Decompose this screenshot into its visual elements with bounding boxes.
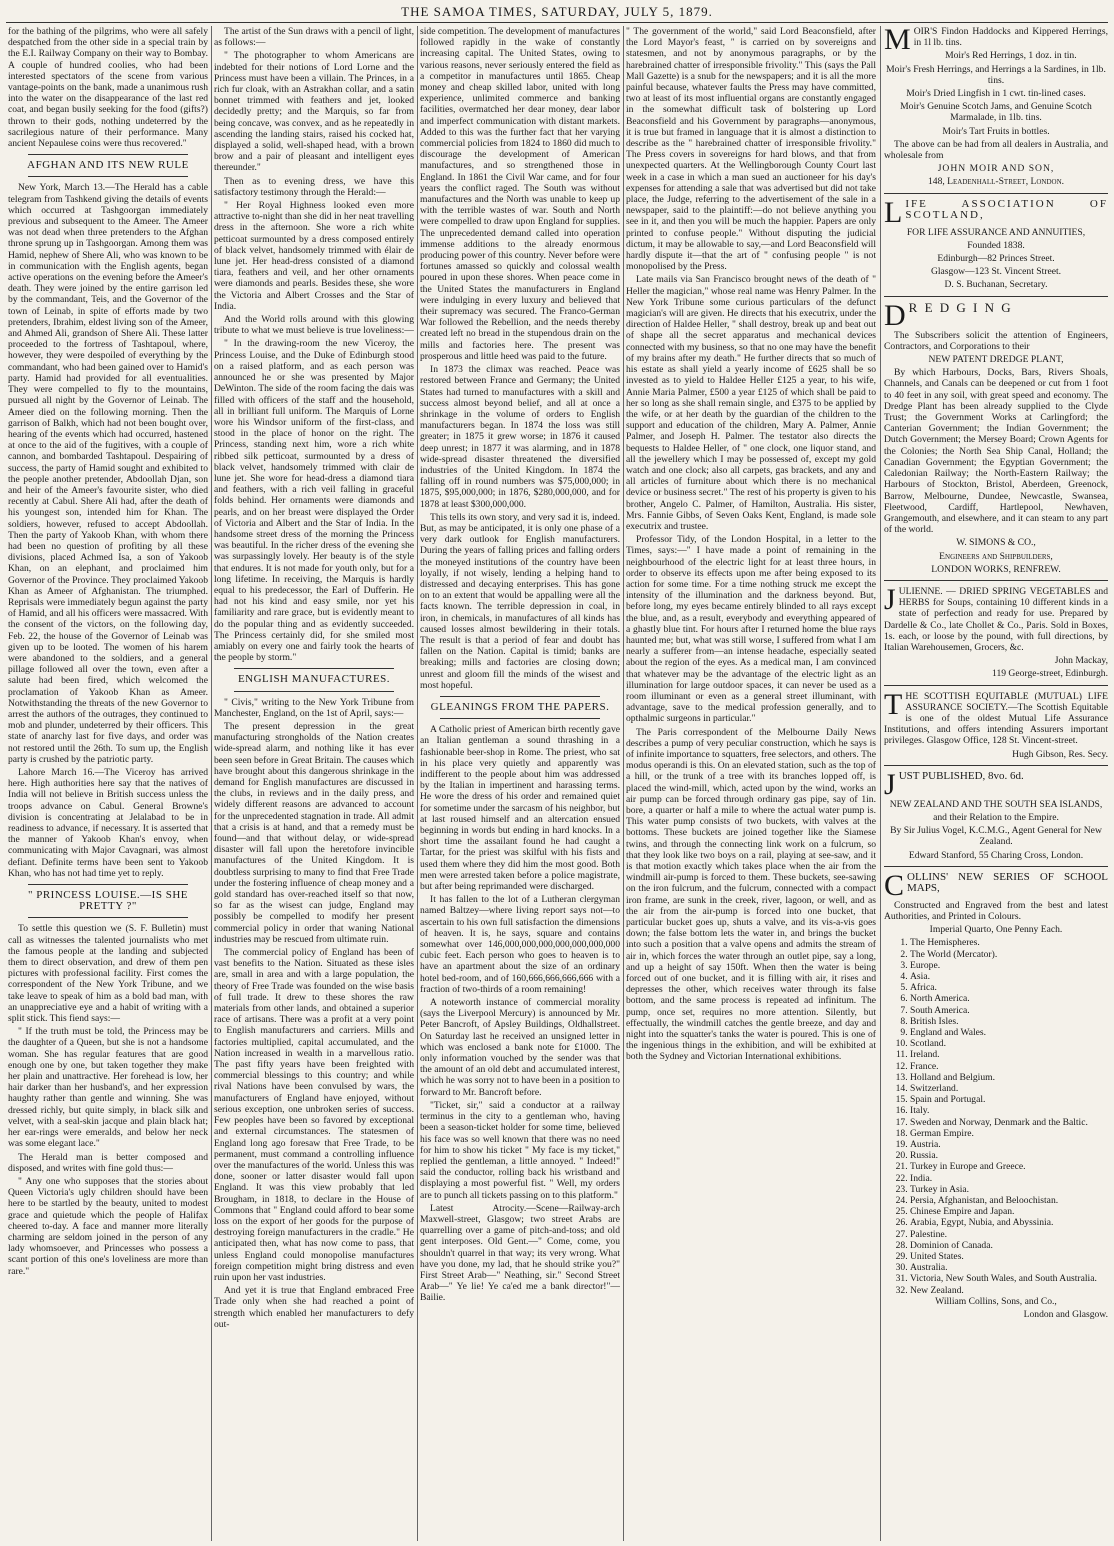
column-divider [211,26,212,1541]
divider [884,580,1108,581]
divider [234,668,394,669]
article-text: A Catholic priest of American birth recently gave an Italian gentleman a sound thrashing in a fashionable beer-shop in Rome. The priest, who sat in his place very quietly and apparently was indifferent to the people about him was addressed by the Italian in impertinent and harassing terms. He wore the dress of his order and remained quiet for sometime under the sarcasm of his neighbor, but at last roused himself and an altercation ensued beginning in words but ending in hard knocks. In a short time the assailant found he had caught a Tartar, for the priest was skilful with his fists and used them where they did him the most good. Both men were arrested taken before a police magistrate, but after being reprimanded were discharged. [420,724,620,893]
advert-moir: MOIR'S Findon Haddocks and Kippered Herrings, in 1l lb. tins. Moir's Red Herrings, 1 doz. in tin. Moir's Fresh Herrings, and Herrings a la Sardines, in 1lb. tins. Moir's Dried Lingfish in 1 cwt. tin-lined cases. Moir's Genuine Scotch Jams, and Genuine Scotch Marmalade, in 1lb. tins. Moir's Tart Fruits in bottles. The above can be had from all dealers in Australia, and wholesale from JOHN MOIR AND SON, 148, Leadenhall-Street, London. [884,26,1108,188]
map-list-item: 5. Africa. [910,982,1108,993]
article-text: "Ticket, sir," said a conductor at a railway terminus in the city to a gentleman who, having been a season-ticket holder for some time, believed his face was so well known that there was no need for him to show his ticket " My face is my ticket," replied the gentleman, a little annoyed. " Indeed!" said the conductor, rolling back his wristband and displaying a most powerful fist. " Well, my orders are to punch all tickets passing on to this platform." [420,1099,620,1201]
column-4 [626,26,876,1541]
advert-scottish-equitable: THE SCOTTISH EQUITABLE (MUTUAL) LIFE ASSURANCE SOCIETY.—The Scottish Equitable is one of the oldest Mutual Life Assurance Institutions, and offers intending Assurers important privileges. Glasgow Office, 128 St. Vincent-street. Hugh Gibson, Res. Secy. [884,687,1108,760]
article-text: Then as to evening dress, we have this satisfactory testimony through the Herald:— [214,175,414,198]
map-list-item: 22. India. [910,1173,1108,1184]
divider [884,296,1108,297]
article-text: " In the drawing-room the new Viceroy, the Princess Louise, and the Duke of Edinburgh stood on a raised platform, and as each person was announced he or she was presented by Major DeWinton. The side of the room facing the dais was filled with officers of the staff and the household, all in brilliant full uniform. The Marquis of Lorne wore his Windsor uniform of the first-class, and stood in the place of honor on the right. The Princess, standing next him, wore a rich white ribbed silk petticoat, surmounted by a dress of black velvet, handsomely trimmed with clair de lune jet. She wore for head-dress a diamond tiara and feathers, with a rich veil falling in graceful folds behind. Her ornaments were diamonds and pearls, and on her breast were displayed the Order of Victoria and Albert and the Star of India. In the handsome street dress of the morning the Princess was beautiful. In the richer dress of the evening she was surpassingly lovely. Her beauty is of the style that endures. It is not made for youth only, but for a long lifetime. In receiving, the Marquis is hardly equal to his predecessor, the Earl of Dufferin. He had not his kind and easy smile, nor yet his familiarity and rare grace, but is evidently meant to do the popular thing and as evidently succeeded. The Princess certainly did, for she smiled most amiably on every one and fairly took the hearts of the people by storm." [214,338,414,664]
article-text: for the bathing of the pilgrims, who were all safely despatched from the other side in a special train by the E.I. Railway Company on their way to Bombay. A couple of hundred coolies, who had been interested spectators of the scene from various vantage-points on the bank, made a unanimous rush into the water on the disappearance of the last red coat, and began busily seeking for the food (gifts?) thrown to their gods, nothing undeterred by the sacrilegious nature of their performance. Many ancient Nepaulese coins were thus recovered." [8,26,208,150]
article-text: " Her Royal Highness looked even more attractive to-night than she did in her neat travelling dress in the afternoon. She wore a rich white petticoat surmounted by a dress composed entirely of black velvet, handsomely trimmed with élair de lune jet. Her head-dress consisted of a diamond tiara, feathers and veil, and her other ornaments were diamonds and pearls. Besides these, she wore the Victoria and Albert Crosses and the Star of India. [214,200,414,312]
article-text: In 1873 the climax was reached. Peace was restored between France and Germany; the United States had turned to manufactures with a skill and success almost beyond belief, and all at once a shrinkage in the volume of orders to English manufacturers began. In 1874 the loss was still greater; in 1875 it grew worse; in 1876 it caused deep unrest; in 1877 it was alarming, and in 1878 wide-spread disaster threatened the diversified industries of the United Kingdom. In 1874 the falling off in round numbers was $75,000,000; in 1875, $95,000,000; in 1876, $280,000,000, and for 1878 at least $300,000,000. [420,364,620,510]
map-list-item: 26. Arabia, Egypt, Nubia, and Abyssinia. [910,1217,1108,1228]
divider [884,866,1108,867]
article-text: New York, March 13.—The Herald has a cable telegram from Tashkend giving the details of events which occurred at Tashgoorgan immediately previous and subsequent to the Ameer. The Ameer was not dead when three pretenders to the Afghan throne sprung up in Tashgoorgan. Among them was Hamid, nephew of Shere Ali, who was known to be in communication with the English agents, began active operations on the evening before the Ameer's death. They were joined by the entire garrison led by the commandant, Teis, and the Governor of the town of Leinab, in spite of efforts made by two pretenders, Ibrahim, eldest living son of the Ameer, and Ahmed Ali, grandson of Shere Ali. These latter proceeded to the fortress of Tashtapoul, where, however, they were despoiled of everything by the commandant, who had been gained over to Hamid's party. Hamid had provided for all eventualities. They were compelled to fly to the mountains, pursued all night by the Governor of Leinab. The Ameer died on the following morning. Then the garrison of Balkh, which had not been bought over, hearing of the events which had occurred, hastened at once to the aid of the fugitives, with a couple of cannon, and bombarded Tashtapoul. Despairing of success, the party of Hamid sought and exhibited to the people another pretender, Abdoollah Djan, son and heir of the Ameer's favourite sister, who died recently at Cabul. Shere Ali had, after the death of his youngest son, intended him for Khan. The soldiers, however, refused to accept Abdoollah. Then the party of Yakoob Khan, with whom there had been no question of profiting by all these divisions, placed Achmed Isa, a son of Yakoob Khan, on an elephant, and proclaimed him Governor of the Province. They proclaimed Yakoob Khan as Ameer of Afghanistan. The triumphed. Reprisals were immediately begun against the party of Hamid, and all his officers were massacred. With the consent of the victors, on the following day, Feb. 22, the house of the Governor of Leinab was given up to be looted. The women of his harem were abandoned to the soldiers, and a general pillage followed all over the town, even after a salute had been fired, which welcomed the proclamation of Yakoob Khan as Ameer. Notwithstanding the threats of the new Governor to arrest the authors of the outrages, they continued to mob and plunder, undeterred by their officers. This state of anarchy last for five days, and order was not restored until the 26th. To sum up, the English party is crushed by the patriotic party. [8,182,208,765]
article-text: The present depression in the great manufacturing strongholds of the Nation creates wide-spread alarm, and nothing like it has ever been seen before in Great Britain. The causes which have brought about this dangerous shrinkage in the demand for English manufactures are discussed in the clubs, in reviews and in the daily press, and widely different reasons are advanced to account for the unprecedented stagnation in trade. All admit that a crisis is at hand, and that a remedy must be found—and that without delay, or wide-spread disaster will fall upon the heretofore invincible manufactures of the United Kingdom. It is doubtless surprising to many to find that Free Trade under the fostering influence of cheap money and a gold standard has over-reached itself so that now, so far as the wisest can judge, England may possibly be compelled to modify her present commercial policy in order that waning National industries may be rescued from ultimate ruin. [214,720,414,945]
column-1 [8,26,208,1541]
map-list-item: 10. Scotland. [910,1038,1108,1049]
map-list-item: 31. Victoria, New South Wales, and South Australia. [910,1273,1108,1284]
advert-collins-maps: COLLINS' NEW SERIES OF SCHOOL MAPS, Constructed and Engraved from the best and latest Authorities, and Printed in Colours. Imperial Quarto, One Penny Each. 1. The Hemispheres. 2. The World (Mercator). 3. Europe. 4. Asia. 5. Africa. 6. North America. 7. South America. 8. British Isles. 9. England and Wales. 10. Scotland. 11. Ireland. 12. France. 13. Holland and Belgium. 14. Switzerland. 15. Spain and Portugal. 16. Italy. 17. Sweden and Norway, Denmark and the Baltic. 18. German Empire. 19. Austria. 20. Russia. 21. Turkey in Europe and Greece. 22. India. 23. Turkey in Asia. 24. Persia, Afghanistan, and Beloochistan. 25. Chinese Empire and Japan. 26. Arabia, Egypt, Nubia, and Abyssinia. 27. Palestine. 28. Dominion of Canada. 29. United States. 30. Australia. 31. Victoria, New South Wales, and South Australia. 32. New Zealand. William Collins, Sons, and Co., London and Glasgow. [884,872,1108,1321]
map-list-item: 32. New Zealand. [910,1285,1108,1296]
masthead: THE SAMOA TIMES, SATURDAY, JULY 5, 1879. [401,4,713,19]
divider [884,193,1108,194]
article-title: ENGLISH MANUFACTURES. [237,673,391,686]
top-rule [6,22,1108,23]
article-text: And the World rolls around with this glowing tribute to what we must believe is true loveliness:— [214,314,414,337]
map-list-item: 3. Europe. [910,960,1108,971]
column-divider [623,26,624,1541]
map-list-item: 1. The Hemispheres. [910,937,1108,948]
map-list-item: 11. Ireland. [910,1049,1108,1060]
article-text: " The photographer to whom Americans are indebted for their notions of Lord Lorne and the Princess must have been a villain. The Princes, in a rich fur cloak, with an Astrakhan collar, and a satin bonnet trimmed with feathers and jet, looked decidedly pretty; and the Marquis, so far from being concave, was convex, and as he repeatedly in ascending the landing stairs, raised his cocked hat, displayed a solid, well-shaped head, with a brown brow and a pair of pleasant and intelligent eyes thereunder." [214,50,414,174]
map-list-item: 15. Spain and Portugal. [910,1094,1108,1105]
article-text: The Herald man is better composed and disposed, and writes with fine gold thus:— [8,1151,208,1174]
map-list-item: 24. Persia, Afghanistan, and Beloochistan. [910,1195,1108,1206]
article-text: side competition. The development of manufactures followed rapidly in the wake of constantly increasing capital. The United States, owing to various reasons, never seriously entered the field as a competitor in manufactures until 1865. Cheap money and cheap skilled labor, united with long experience, unlimited commerce and banking facilities, overmatched her dear money, dear labor and imperfect communication with distant markets. Added to this was the further fact that her varying commercial policies from 1824 to 1860 did much to discourage the development of American manufactures, and so strengthened those in England. In 1861 the Civil War came, and for four years the conflict raged. The South was without manufactures and the North was unable to keep up with the terrible wastes of war. South and North were compelled to draw upon England for supplies. The unprecedented demand called into operation immense additions to the already enormous producing power of this country. Never before were fortunes amassed so quickly and colossal wealth poured in upon these shores. When peace come in the United States the manufacturers in England were indulging in every luxury and believed that their supremacy was secured. The Franco-German War followed the Rebellion, and the needs thereby created left no bread in the stupendous drain on the mills and factories here. The present was prosperous and little heed was paid to the future. [420,26,620,362]
map-list-item: 7. South America. [910,1005,1108,1016]
divider [884,685,1108,686]
map-list [884,937,1108,1296]
map-list-item: 21. Turkey in Europe and Greece. [910,1161,1108,1172]
map-list-item: 23. Turkey in Asia. [910,1184,1108,1195]
advert-life-association: LIFE ASSOCIATION OF SCOTLAND, FOR LIFE ASSURANCE AND ANNUITIES, Founded 1838. Edinburgh—82 Princes Street. Glasgow—123 St. Vincent Street. D. S. Buchanan, Secretary. [884,195,1108,291]
column-2 [214,26,414,1541]
map-list-item: 16. Italy. [910,1105,1108,1116]
map-list-item: 6. North America. [910,993,1108,1004]
map-list-item: 4. Asia. [910,971,1108,982]
article-title: AFGHAN AND ITS NEW RULE [27,159,189,172]
article-text: Professor Tidy, of the London Hospital, in a letter to the Times, says:—" I have made a point of remaining in the neighbourhood of the electric light for at least three hours, in order to observe its effects upon me after being exposed to its action for some time. For a time nothing struck me except the intensity of the illumination and the darkness beyond. But, before long, my eyes became entirely blinded to all rays except the blue, and, as a result, everybody and everything appeared of a ghastly blue tint. For hours after I returned home the blue rays haunted me; but, what was still worse, I suffered from what I am nearly a sufferer from—an intense headache, especially seated about the region of the eyes. As a medical man, I am convinced that whatever may be the advantage of the electric light as an illumination for large outdoor spaces, it can never be used as a room illuminant or even as a general street illuminant, with advantage, save to the medical profession generally, and to opthalmic surgeons in particular." [626,534,876,725]
article-text: The Paris correspondent of the Melbourne Daily News describes a pump of very peculiar construction, which he says is of infinite importance to squatters, free selectors, and others. The modus operandi is this. On an elevated station, such as the top of a hill, or the trunk of a tree with its branches lopped off, is placed the wind-mill, which, acted upon by the wind, works an air pump can be forced through ordinary gas pipe, say of 1in. bore, a quarter or half a mile to where the actual water pump is. This water pump consists of two buckets, with valves at the bottoms. These buckets are joined together like the Siamese twins, and through the connecting link work on a fulcrum, so that they look like two boys on a rail, playing at see-saw, and it is that motion exactly which takes place when the air from the windmill air-pump is forced to them. These buckets, see-sawing on the iron fulcrum, and the fulcrum, connected with a compact iron frame, are sunk in the creek, river, lagoon, or well, and as the air from the air-pump is forced into one bucket, that particular bucket goes up, shuts a valve, and its vis-a-vis goes down; the false bottom lets the water in, and brings the bucket into such a position that a valve opens and admits the stream of air in, which forces the water through an outlet pipe, say a long, and up a height of say 150ft. When then the water is being forced out of one bucket, and it is filling with air, it rises and depresses the other, which receives water through its false bottom, and the same process is repeated ad infinitum. The pump, once set, requires no more attention. Silently, but effectually, the windmill catches the gentle breeze, and day and night into the squatter's tanks the water is poured. This is one of the ingenious things in the exhibition, and will be exhibited at both the Sydney and Victorian International exhibitions. [626,726,876,1063]
map-list-item: 14. Switzerland. [910,1083,1108,1094]
map-list-item: 29. United States. [910,1251,1108,1262]
article-text: Late mails via San Francisco brought news of the death of " Heller the magician," whose real name was Henry Palmer. In the New York Tribune some curious particulars of the defunct magician's will are given. He directs that his executrix, under the direction of Haldee Heller, " shall destroy, break up and beat out of shape all the secret apparatus and mechanical devices connected with my business, so that no one may have the benefit of my brains after my death." He further directs that so much of his estate as shall yield a yearly income of £625 shall be so invested as to yield to Haldee Heller £125 a year, to his wife, Annie Maria Palmer, £500 a year £125 of which shall be paid to her so long as she shall remain single, and £375 to be applied by the wife, or at her death by the guardian of the children to the support and education of the children, Mary A. Palmer, Annie Palmer, and Joseph H. Palmer. The testator also directs the bequests to Haldee Heller, of " one clock, one liquor stand, and all the jewellery which I may be possessed of, except my gold watch and one clock; also all carpets, gas brackets, and any and all articles of furniture about which there is no mechanical device or business secret." The rest of his property is given to his brother, Angelo C. Palmer, of Hamilton, Australia. His sister, Mrs. Fannie Gibbs, of Seven Oaks Kent, England, is made sole executrix and trustee. [626,274,876,532]
article-text: It has fallen to the lot of a Lutheran clergyman named Baltzey—where living report says not—to ascertain to his own full satisfaction the dimensions of heaven. It is, he says, square and contains somewhat over 146,000,000,000,000,000,000,000 cubic feet. Each person who goes to heaven is to have an apartment about the size of an ordinary hotel bed-room, and of 160,666,666,666,666 with a fraction of two-thirds of a room remaining! [420,894,620,995]
map-list-item: 18. German Empire. [910,1128,1108,1139]
divider [28,884,188,885]
map-list-item: 9. England and Wales. [910,1027,1108,1038]
advert-just-published: JUST PUBLISHED, 8vo. 6d. NEW ZEALAND AND THE SOUTH SEA ISLANDS, and their Relation to the Empire. By Sir Julius Vogel, K.C.M.G., Agent General for New Zealand. Edward Stanford, 55 Charing Cross, London. [884,767,1103,861]
article-text: And yet it is true that England embraced Free Trade only when she had reached a point of strength which enabled her manufacturers to defy out- [214,1285,414,1330]
article-title: GLEANINGS FROM THE PAPERS. [430,700,610,713]
article-text: " The government of the world," said Lord Beaconsfield, after the Lord Mayor's feast, " is carried on by sovereigns and statesmen, and not by anonymous paragraphs, or by the harebrained chatter of irresponsible frivolity." This (says the Pall Mall Gazette) is a snub for the newspapers; and it is all the more painful because, whatever faults the Press may have committed, two at least of its most influential organs are constantly engaged in the somewhat difficult task of bolstering up Lord Beaconsfield and his Government by paragraphs—anonymous, it is true but framed in language that it is almost a distinction to describe as the " harebrained chatter of irresponsible frivolity." The Press covers in sovereigns for hard blows, and that from unexpected quarters. At the Wellingborough County Court last week in a case in which a man sued an auctioneer for his day's expenses for attending a sale that was advertised but did not take place, the Judge, referring to the advertisement of the sale in a newspaper, said to the plaintiff:—do not believe anything you see in it, and then you will be much the happier. Papers are only printed to confuse people." Without disputing the judicial dictum, it may be allowable to say,—and Lord Beaconsfield will hardly dispute it—that the art of " confusing people " is not monopolised by the Press. [626,26,876,273]
article-text: Latest Atrocity.—Scene—Railway-arch Maxwell-street, Glasgow; two street Arabs are quarrelling over a game of pitch-and-toss; and old gent interposes. Old Gent.—" Come, come, you shouldn't quarrel in that way; its very wrong. What have you done, my lad, that he should strike you?" First Street Arab—" Neathing, sir." Second Street Arab—" Ye lie! Ye ca'ed me a bank director!"—Bailie. [420,1202,620,1304]
map-list-item: 28. Dominion of Canada. [910,1240,1108,1251]
article-text: Lahore March 16.—The Viceroy has arrived here. High authorities here say that the natives of India will not believe in British success unless the troops advance on Cabul. General Browne's division is concentrating at Jelalabad to be in readiness to advance, if necessary. It is asserted that the manner of Yakoob Khan's envoy, when communicating with Major Cavagnari, was almost defiant. Definite terms have been sent to Yakoob Khan, who has not had time yet to reply. [8,767,208,879]
map-list-item: 8. British Isles. [910,1016,1108,1027]
divider [234,691,394,692]
divider [28,176,188,177]
article-text: The artist of the Sun draws with a pencil of light, as follows:— [214,26,414,49]
divider [28,917,188,918]
column-divider [880,26,881,1541]
article-text: " If the truth must be told, the Princess may be the daughter of a Queen, but she is not a handsome woman. She has regular features that are good enough one by one, but taken together they make her plain and unattractive. Her forehead is low, her hair darker than her husband's, and her expression haughty rather than gentle and winning. She was dressed richly, but quite simply, in black silk and velvet, with a seal-skin jacque and plain black hat; her ear-rings were emeralds, and below her neck was some elegant lace." [8,1026,208,1150]
map-list-item: 25. Chinese Empire and Japan. [910,1206,1108,1217]
map-list-item: 12. France. [910,1061,1108,1072]
map-list-item: 19. Austria. [910,1139,1108,1150]
map-list-item: 30. Australia. [910,1262,1108,1273]
divider [884,765,1108,766]
article-text: A noteworth instance of commercial morality (says the Liverpool Mercury) is announced by Mr. Peter Bancroft, of Apsley Buildings, Oldhallstreet. On Saturday last he received an unsigned letter in which was enclosed a bank note for £1000. The only information vouched by the sender was that the amount of an old debt and accumulated interest, which he was sorry not to have been in a position to forward to Mr. Bancroft before. [420,997,620,1098]
divider [440,696,600,697]
divider [28,154,188,155]
article-text: The commercial policy of England has been of vast benefits to the Nation. Situated as these isles are, small in area and with a large population, the theory of Free Trade was founded on the wise basis of full trade. It drew to these shores the raw materials from other lands, and obtained a superior race of artisans. There was a profit at a very point to English manufacturers and carriers. Mills and factories multiplied, capital accumulated, and the Nation increased in wealth in a marvellous ratio. The past fifty years have been freighted with commercial blessings to this country; and while rival Nations have been convulsed by wars, the manufacturers of England have enjoyed, without serious exception, one unbroken series of success. Few peoples have been so favored by exceptional and external circumstances. The statesmen of England long ago foresaw that Free Trade, to be permanent, must command a controlling influence over the manufactures of the world. Unless this was done, sooner or latter disaster would fall upon England. It was this view probably that led Brougham, in 1818, to declare in the House of Commons that " England could afford to bear some loss on the export of her goods for the purpose of destroying foreign manufacturers in the cradle." He anticipated then, what has now come to pass, that unless England could monopolise manufactures foreign competition might bring distress and even ruin upon her vast industries. [214,947,414,1283]
map-list-item: 17. Sweden and Norway, Denmark and the Baltic. [910,1117,1108,1128]
article-text: " Civis," writing to the New York Tribune from Manchester, England, on the 1st of April, says:— [214,696,414,719]
advert-julienne: JULIENNE. — DRIED SPRING VEGETABLES and HERBS for Soups, containing 10 different kinds in a state of perfection and ready for use. Prepared by Dardelle & Co., late Chollet & Co., Paris. Sold in Boxes, 1s. each, or loose by the pound, with full directions, by Italian Warehousemen, Grocers, &c. John Mackay, 119 George-street, Edinburgh. [884,582,1108,680]
article-text: " Any one who supposes that the stories about Queen Victoria's ugly children should have been here to be startled by the beauty, united to modest grace and quietude which the people of Halifax cheered to-day. A face and manner more literally charming are seldom joined in the person of any lady whomsoever, and Princesses who possess a scant portion of this one's loveliness are more than rare." [8,1175,208,1277]
column-3 [420,26,620,1541]
article-text: This tells its own story, and very sad it is, indeed. But, as may be anticipated, it is only one phase of a very dark outlook for English manufacturers. During the years of falling prices and falling orders the moneyed institutions of the country have been loyally, if not wisely, lending a helping hand to distressed and decaying enterprises. This has gone on to an extent that would be appalling were all the facts known. The terrible depression in coal, in iron, in chemicals, in manufactures of all kinds has caused losses almost bewildering in their totals. The result is that a period of fear and doubt has fallen on the Nation. Capital is timid; banks are breaking; mills and factories are closing down; unrest and gloom fill the minds of the wisest and most hopeful. [420,511,620,691]
divider [440,718,600,719]
map-list-item: 20. Russia. [910,1150,1108,1161]
map-list-item: 13. Holland and Belgium. [910,1072,1108,1083]
article-title: " PRINCESS LOUISE.—IS SHE PRETTY ?" [27,889,188,913]
column-divider [417,26,418,1541]
map-list-item: 27. Palestine. [910,1229,1108,1240]
map-list-item: 2. The World (Mercator). [910,949,1108,960]
advert-dredging: D R E D G I N G The Subscribers solicit the attention of Engineers, Contractors, and Corporations to their NEW PATENT DREDGE PLANT, By which Harbours, Docks, Bars, Rivers Shoals, Channels, and Canals can be deepened or cut from 1 foot to 40 feet in any soil, with great speed and economy. The Dredge Plant has been already supplied to the Clyde Trust; the Government Works at Carlingford; the Canterian Government; the Indian Government; the Dutch Government; the Mersey Board; Crown Agents for the Colonies; the North Sea Ship Canal, Holland; the Canadian Government; the Egyptian Government; the Caledonian Railway; the North-Eastern Railway; the Harbours of Stockton, Bristol, Aberdeen, Greenock, Barrow, Melbourne, Dundee, Newcastle, Swansea, Fleetwood, Cardiff, Hartlepool, Newhaven, Grangemouth, and elsewhere, and it can steam to any part of the world. W. SIMONS & CO., Engineers and Shipbuilders, LONDON WORKS, RENFREW. [884,298,1108,575]
column-5-advertisements [884,26,1108,1541]
article-text: To settle this question we (S. F. Bulletin) must call as witnesses the talented journalists who met the famous people at the landing and subjected them to direct observation, and drew of them pen pictures with professional facility. First comes the correspondent of the New York Tribune, and we take leave to speak of him as a bold bad man, with an unappreciative eye and a habit of writing with a split stick. This fiend says:— [8,923,208,1025]
